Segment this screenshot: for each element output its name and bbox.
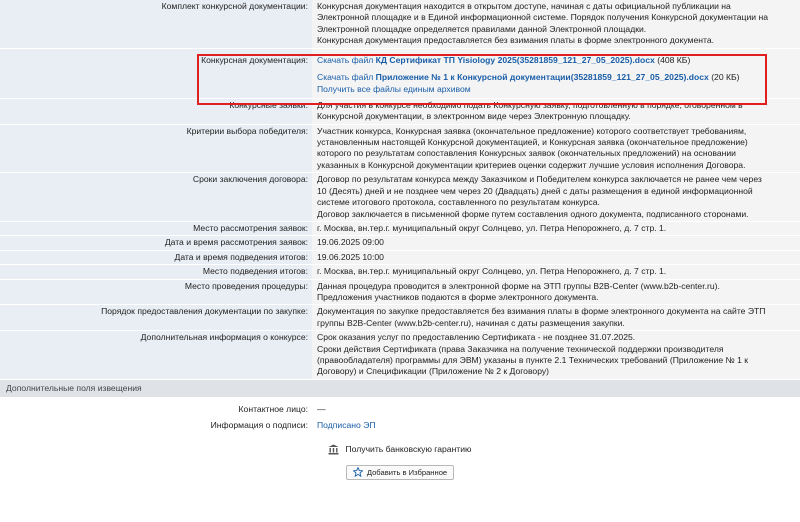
row-review-datetime [0,236,800,250]
row-label: Конкурсные заявки: [0,99,312,124]
row-value: 19.06.2025 09:00 [312,236,800,249]
text-line: Сроки действия Сертификата (права Заказчика на получение технической поддержки производителя [317,343,724,354]
text-line: Участник конкурса, Конкурсная заявка (окончательное предложение) которого соответствует требованиям, [317,125,747,136]
text-line: Конкурсная документация предоставляется без взимания платы в форме электронного документа. [317,35,714,46]
text-line: (правообладателя) программы для ЭВМ) указаны в пункте 2.1 Технических требований (Приложение № 1 к [317,354,749,365]
text-line: Договору) и Спецификации (Приложение № 2 к Договору) [317,366,550,377]
text-line: Электронной площадке и в Единой информационной системе. Порядок получения Конкурсной документации на [317,12,768,23]
file-name: КД Сертификат ТП Yisiology 2025(35281859_121_27_05_2025).docx [375,54,655,65]
row-applications [0,99,800,125]
row-tender-documents [0,49,800,99]
row-label: Место рассмотрения заявок: [0,222,312,235]
row-procedure-place [0,280,800,306]
text-line: Конкурсной документации, в электронном виде через Электронную площадку. [317,111,631,122]
row-winner-criteria [0,125,800,174]
text-line: установленным настоящей Конкурсной документацией, и Конкурсная заявка (окончательное предложение) [317,137,748,148]
text-line: Электронной площадке определяется правилами данной Электронной площадки. [317,23,647,34]
row-signature-info [0,419,800,433]
row-value [312,99,800,124]
bank-guarantee-button[interactable] [328,444,471,455]
text-line: Для участия в конкурсе необходимо подать Конкурсную заявку, подготовленную в порядке, оговоренном в [317,99,743,110]
row-value [312,280,800,305]
download-archive-link[interactable]: Получить все файлы единым архивом [317,84,471,95]
row-review-place [0,222,800,236]
row-value [312,0,800,48]
text-line: которого по результатам сопоставления Конкурсных заявок (окончательных предложений) на основании [317,148,736,159]
row-label: Дополнительная информация о конкурсе: [0,331,312,379]
row-contract-terms [0,173,800,222]
row-results-place [0,265,800,279]
row-label: Дата и время подведения итогов: [0,251,312,264]
download-file-1-link[interactable] [317,55,655,65]
row-value: — [312,403,800,416]
row-label: Критерии выбора победителя: [0,125,312,173]
add-to-favorites-label: Добавить в Избранное [366,467,448,477]
text-line: Договор по результатам конкурса между Заказчиком и Победителем конкурса заключается не ранее чем через [317,174,762,185]
text-line: Документация по закупке предоставляется без взимания платы в форме электронного документа на сайте ЭТП [317,306,766,317]
download-file-2-link[interactable] [317,72,709,82]
text-line: системе итогового протокола, составленного по результатам конкурса. [317,197,600,208]
row-value [312,419,800,432]
text-line: указанных в Конкурсной документации критериев оценки содержит лучшие условия исполнения Договора. [317,159,746,170]
row-label: Дата и время рассмотрения заявок: [0,236,312,249]
file-size: (408 КБ) [654,54,691,65]
text-line: Договор заключается в письменной форме путем составления одного документа, подписанного сторонами. [317,208,749,219]
bank-guarantee-row [0,440,800,462]
row-value [312,173,800,221]
row-value [312,125,800,173]
signature-link[interactable]: Подписано ЭП [317,420,376,431]
download-file-2 [317,72,796,83]
row-label: Сроки заключения договора: [0,173,312,221]
text-line: 10 (Десять) дней и не позднее чем через 20 (Двадцать) дней с даты размещения в единой информационной [317,185,753,196]
row-value [312,49,800,98]
text-line: Данная процедура проводится в электронной форме на ЭТП группы B2B-Center (www.b2b-center.ru). [317,280,720,291]
row-contact-person [0,403,800,417]
row-label: Конкурсная документация: [0,49,312,98]
row-additional-info [0,331,800,380]
bank-icon [328,444,339,455]
file-size: (20 КБ) [708,72,740,83]
row-label: Место подведения итогов: [0,265,312,278]
row-label: Комплект конкурсной документации: [0,0,312,48]
row-docs-procedure [0,305,800,331]
row-label: Место проведения процедуры: [0,280,312,305]
link-prefix: Скачать файл [317,72,376,83]
section-header-additional-fields: Дополнительные поля извещения [0,380,800,397]
favorites-row [0,462,800,484]
row-value: 19.06.2025 10:00 [312,251,800,264]
text-line: группы B2B-Center (www.b2b-center.ru), начиная с даты размещения закупки. [317,317,625,328]
link-prefix: Скачать файл [317,54,376,65]
download-file-1 [317,55,796,66]
row-value: г. Москва, вн.тер.г. муниципальный округ Солнцево, ул. Петра Непорожнего, д. 7 стр. 1. [312,265,800,278]
row-label: Порядок предоставления документации по закупке: [0,305,312,330]
row-label: Контактное лицо: [0,403,312,416]
row-results-datetime [0,251,800,265]
bank-guarantee-label: Получить банковскую гарантию [345,443,472,454]
row-label: Информация о подписи: [0,419,312,432]
text-line: Конкурсная документация находится в открытом доступе, начиная с даты официальной публикации на [317,1,731,11]
row-value [312,331,800,379]
star-icon [353,467,363,477]
archive-line [317,84,796,95]
file-name: Приложение № 1 к Конкурсной документации(35281859_121_27_05_2025).docx [375,72,709,83]
row-documentation-set [0,0,800,49]
row-value [312,305,800,330]
text-line: Предложения участников подаются в форме электронного документа. [317,291,599,302]
row-value: г. Москва, вн.тер.г. муниципальный округ Солнцево, ул. Петра Непорожнего, д. 7 стр. 1. [312,222,800,235]
text-line: Срок оказания услуг по предоставлению Сертификата - не позднее 31.07.2025. [317,332,636,343]
add-to-favorites-button[interactable] [346,465,454,480]
